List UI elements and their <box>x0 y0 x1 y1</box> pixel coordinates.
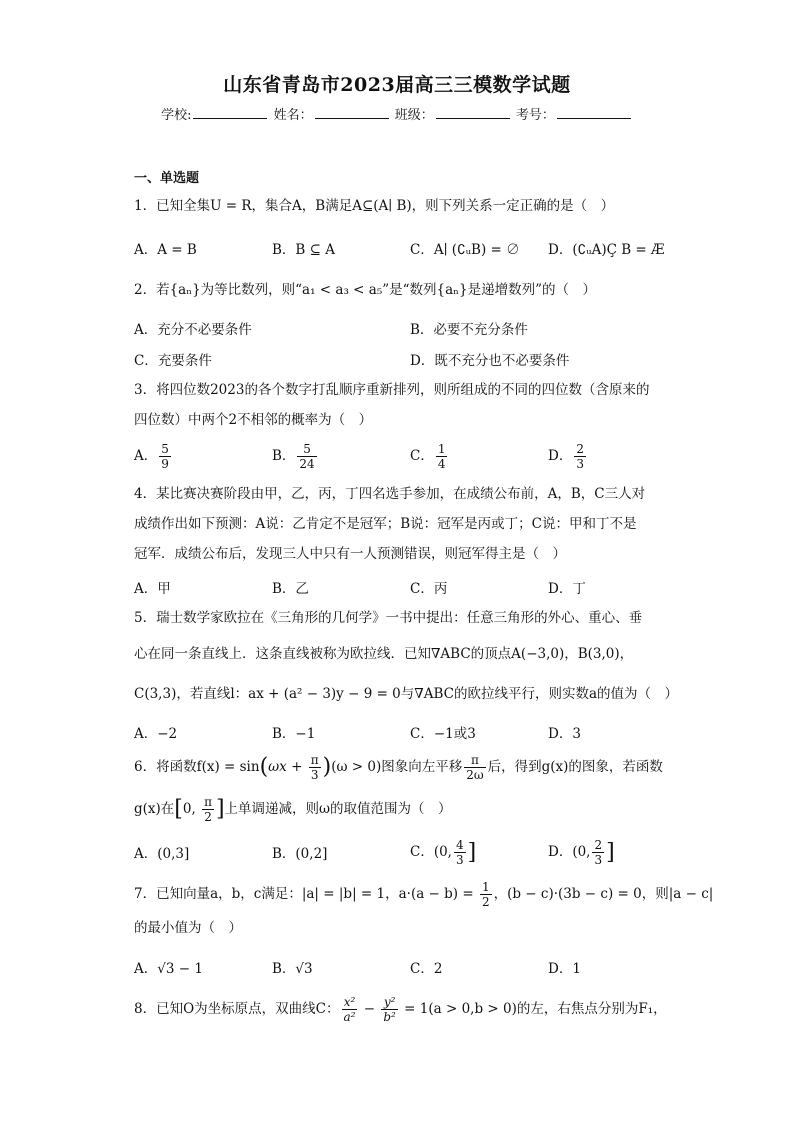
question-3-stem: 3．将四位数2023的各个数字打乱顺序重新排列，则所组成的不同的四位数（含原来的 <box>134 382 650 398</box>
option-d: D．丁 <box>548 581 586 597</box>
option-c: C．充要条件 <box>134 353 212 369</box>
option-c: C．丙 <box>410 581 448 597</box>
number-label: 考号： <box>515 108 555 123</box>
option-a: A．√3 − 1 <box>134 961 203 977</box>
option-b: B．√3 <box>272 961 313 977</box>
question-2-stem: 2．若{aₙ}为等比数列，则“a₁ < a₃ < a₅”是“数列{aₙ}是递增数列”的（ ） <box>134 282 596 298</box>
option-c: C． $\frac{1}{4}$ <box>410 442 446 471</box>
option-a: A．甲 <box>134 581 171 597</box>
question-4-stem: 4．某比赛决赛阶段由甲，乙，丙，丁四名选手参加，在成绩公布前，A，B，C三人对 <box>134 486 646 502</box>
number-blank[interactable] <box>557 106 631 119</box>
question-7-stem: 7．已知向量a，b，c满足：|a| = |b| = 1，a·(a − b) = $\frac{1}{2}$ ，(b − c)·(3b − c) = 0，则|a − c| <box>134 880 714 909</box>
question-6-stem-line2: g(x)在[0, $\frac{\pi}{2}$ ]上单调递减，则ω的取值范围为（ ） <box>134 795 452 824</box>
option-d: D．既不充分也不必要条件 <box>410 353 570 369</box>
option-b: B．必要不充分条件 <box>410 322 528 338</box>
option-c: C．(0, $\frac{4}{3}$ ] <box>410 838 477 867</box>
question-1-stem: 1．已知全集U = R，集合A，B满足A⊆(A∣ B)，则下列关系一定正确的是（ ） <box>134 198 615 214</box>
question-3-stem-line2: 四位数）中两个2不相邻的概率为（ ） <box>134 412 373 428</box>
option-a: A． $\frac{5}{9}$ <box>134 442 169 471</box>
question-4-stem-line2: 成绩作出如下预测：A说：乙肯定不是冠军；B说：冠军是丙或丁；C说：甲和丁不是 <box>134 516 637 532</box>
page-title: 山东省青岛市2023届高三三模数学试题 <box>223 74 571 96</box>
question-8-stem: 8．已知O为坐标原点，双曲线C： $\frac{\text{x²}}{\text{a²}}$ − $\frac{\text{y²}}{\text{b²}}$ = 1(a > 0,b > 0)的左，右焦点分别为F₁， <box>134 995 667 1024</box>
question-4-stem-line3: 冠军．成绩公布后，发现三人中只有一人预测错误，则冠军得主是（ ） <box>134 546 566 562</box>
option-d: D． $\frac{2}{3}$ <box>548 442 584 471</box>
option-c: C．−1或3 <box>410 726 476 742</box>
name-label: 姓名： <box>273 108 313 123</box>
option-c: C．2 <box>410 961 443 977</box>
class-label: 班级： <box>394 108 434 123</box>
student-info-line <box>0 104 794 123</box>
question-5-stem-line2: 心在同一条直线上．这条直线被称为欧拉线．已知∇ABC的顶点A(−3,0)，B(3,0)， <box>134 646 634 662</box>
option-b: B．乙 <box>272 581 309 597</box>
question-5-stem: 5．瑞士数学家欧拉在《三角形的几何学》一书中提出：任意三角形的外心、重心、垂 <box>134 610 643 626</box>
section-heading: 一、单选题 <box>134 171 200 186</box>
option-b: B．(0,2] <box>272 846 328 862</box>
option-b: B． $\frac{5}{24}$ <box>272 442 315 471</box>
option-d: D．(0, $\frac{2}{3}$ ] <box>548 838 615 867</box>
option-b: B．−1 <box>272 726 316 742</box>
option-d: D．(∁ᵤA)Ç B = Æ <box>548 242 665 258</box>
option-a: A．A = B <box>134 242 197 258</box>
option-a: A．−2 <box>134 726 178 742</box>
question-6-stem: 6．将函数f(x) = sin(ωx + $\frac{\pi}{3}$ )(ω > 0)图象向左平移 $\frac{\pi}{2\omega}$ 后，得到g(x)的图象，若函数 <box>134 753 663 782</box>
school-label: 学校: <box>161 108 192 123</box>
option-c: C．A∣ (∁ᵤB) = ∅ <box>410 242 520 258</box>
school-blank[interactable] <box>193 106 267 119</box>
class-blank[interactable] <box>436 106 510 119</box>
option-d: D．3 <box>548 726 581 742</box>
question-5-stem-line3: C(3,3)，若直线l：ax + (a² − 3)y − 9 = 0与∇ABC的欧拉线平行，则实数a的值为（ ） <box>134 686 679 702</box>
name-blank[interactable] <box>315 106 389 119</box>
option-d: D．1 <box>548 961 581 977</box>
question-7-stem-line2: 的最小值为（ ） <box>134 920 242 936</box>
option-a: A．(0,3] <box>134 846 190 862</box>
option-b: B．B ⊆ A <box>272 242 335 258</box>
option-a: A．充分不必要条件 <box>134 322 252 338</box>
